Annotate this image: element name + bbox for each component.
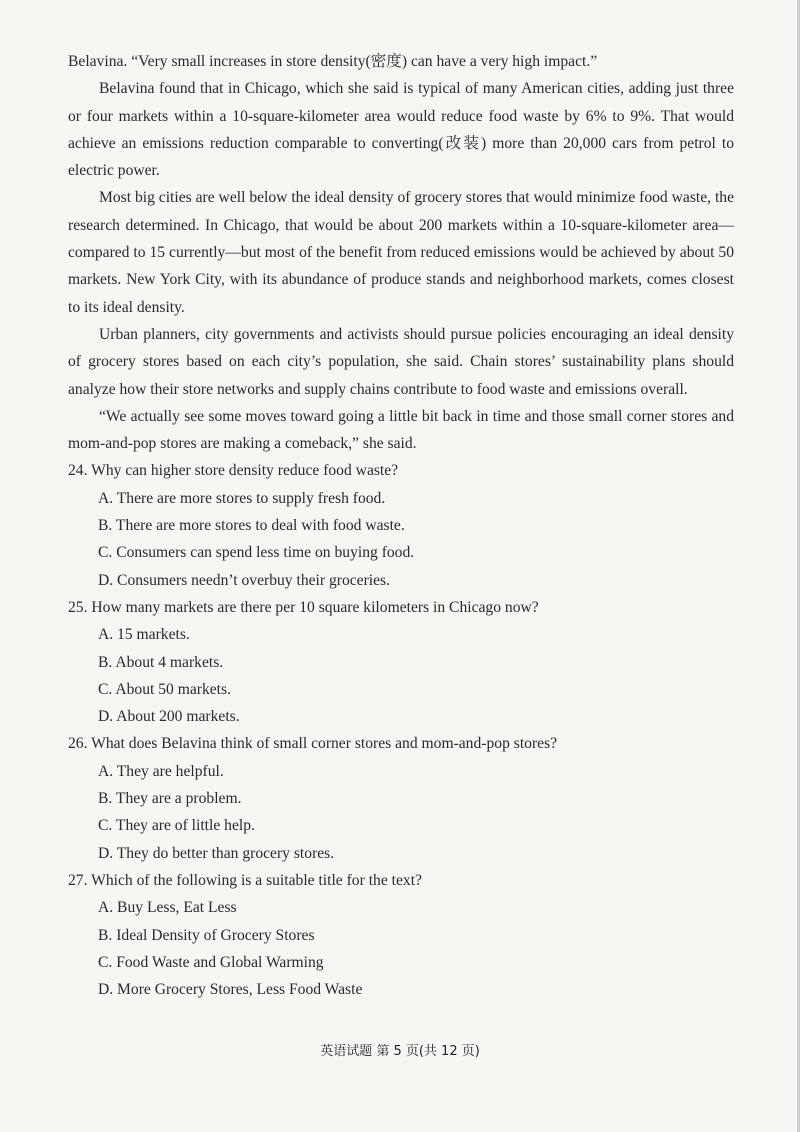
passage-paragraph-3: Most big cities are well below the ideal density of grocery stores that would minimize food waste, the research determined. In Chicago, that would be about 200 markets within a 10-square-kilometer area—compared to 15 currently—but most of the benefit from reduced emissions would be achieved by about 50 markets. New York City, with its abundance of produce stands and neighborhood markets, comes closest to its ideal density. xyxy=(68,189,734,316)
option-a: A. 15 markets. xyxy=(98,626,190,644)
option-d: D. Consumers needn’t overbuy their groceries. xyxy=(98,571,391,589)
question-27 xyxy=(68,867,734,1003)
passage-paragraph-2: Belavina found that in Chicago, which she said is typical of many American cities, adding just three or four markets within a 10-square-kilometer area would reduce food waste by 6% to 9%. That would achieve an emissions reduction comparable to converting(改装) more than 20,000 cars from petrol to electric power. xyxy=(68,80,734,180)
option-b: B. They are a problem. xyxy=(98,790,242,808)
question-24 xyxy=(68,457,734,593)
option-d: D. They do better than grocery stores. xyxy=(98,844,335,862)
passage-paragraph-4: Urban planners, city governments and activists should pursue policies encouraging an ideal density of grocery stores based on each city’s population, she said. Chain stores’ sustainability plans should analyze how their store networks and supply chains contribute to food waste and emissions overall. xyxy=(68,325,734,398)
option-d: D. More Grocery Stores, Less Food Waste xyxy=(98,981,363,999)
option-c: C. Food Waste and Global Warming xyxy=(98,953,324,971)
question-26 xyxy=(68,730,734,866)
question-25 xyxy=(68,594,734,730)
option-a: A. Buy Less, Eat Less xyxy=(98,899,237,917)
question-stem: 26. What does Belavina think of small corner stores and mom-and-pop stores? xyxy=(68,735,558,753)
question-stem: 24. Why can higher store density reduce food waste? xyxy=(68,462,399,480)
option-a: A. They are helpful. xyxy=(98,762,224,780)
option-d: D. About 200 markets. xyxy=(98,708,240,726)
question-stem: 27. Which of the following is a suitable title for the text? xyxy=(68,871,422,889)
option-a: A. There are more stores to supply fresh food. xyxy=(98,489,386,507)
option-b: B. About 4 markets. xyxy=(98,653,224,671)
page-footer: 英语试题 第 5 页(共 12 页) xyxy=(320,1044,480,1059)
option-b: B. There are more stores to deal with food waste. xyxy=(98,517,405,535)
option-c: C. About 50 markets. xyxy=(98,680,231,698)
question-stem: 25. How many markets are there per 10 square kilometers in Chicago now? xyxy=(68,598,539,616)
option-b: B. Ideal Density of Grocery Stores xyxy=(98,926,315,944)
option-c: C. They are of little help. xyxy=(98,817,255,835)
option-c: C. Consumers can spend less time on buying food. xyxy=(98,544,415,562)
passage-paragraph-5: “We actually see some moves toward going a little bit back in time and those small corner stores and mom-and-pop stores are making a comeback,” she said. xyxy=(68,407,734,453)
passage-paragraph-1: Belavina. “Very small increases in store density(密度) can have a very high impact.” xyxy=(68,53,598,70)
